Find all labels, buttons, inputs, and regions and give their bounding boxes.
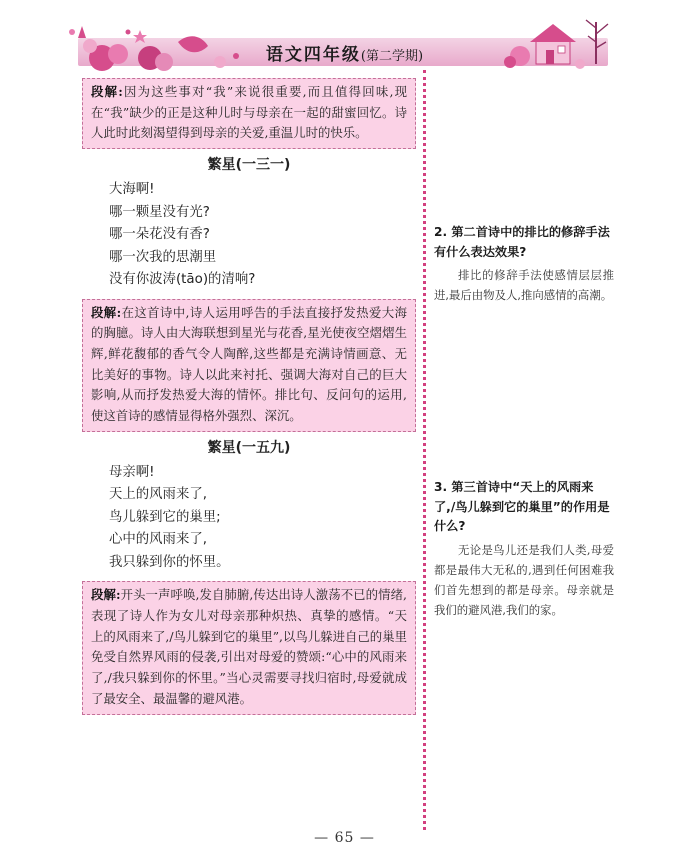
question-3	[434, 478, 614, 620]
analysis-box-3	[82, 581, 416, 714]
poem-line: 哪一次我的思潮里	[109, 249, 217, 265]
poem-159	[82, 462, 416, 582]
poem-line: 哪一颗星没有光?	[109, 204, 210, 220]
question-text: 2. 第二首诗中的排比的修辞手法有什么表达效果?	[434, 225, 610, 259]
poem-line: 没有你波涛(tāo)的清响?	[109, 272, 256, 288]
column-divider	[423, 70, 426, 830]
analysis-label: 段解:	[91, 84, 123, 99]
poem-line: 哪一朵花没有香?	[109, 227, 210, 243]
answer-text: 无论是鸟儿还是我们人类,母爱都是最伟大无私的,遇到任何困难我们首先想到的都是母亲。母亲就是我们的避风港,我们的家。	[434, 542, 614, 617]
analysis-text: 在这首诗中,诗人运用呼告的手法直接抒发热爱大海的胸臆。诗人由大海联想到星光与花香,星光使夜空熠熠生辉,鲜花馥郁的香气令人陶醉,这些都是充满诗情画意、无比美好的事物。诗人以此来衬托、强调大海对自己的巨大影响,从而抒发热爱大海的情怀。排比句、反问句的运用,使这首诗的感情显得格外强烈、深沉。	[91, 304, 407, 424]
analysis-text: 开头一声呼唤,发自肺腑,传达出诗人激荡不已的情绪,表现了诗人作为女儿对母亲那种炽热、真挚的感情。“天上的风雨来了,/鸟儿躲到它的巢里”,以鸟儿躲进自己的巢里免受自然界风雨的侵袭,引出对母爱的赞颂:“心中的风雨来了,/我只躲到你的怀里。”当心灵需要寻找归宿时,母爱就成了最安全、最温馨的避风港。	[91, 587, 407, 706]
question-text: 3. 第三首诗中“天上的风雨来了,/鸟儿躲到它的巢里”的作用是什么?	[434, 480, 610, 533]
poem-line: 鸟儿躲到它的巢里;	[109, 509, 221, 525]
poem-title-131: 繁星(一三一)	[207, 157, 291, 174]
poem-line: 天上的风雨来了,	[109, 487, 207, 503]
analysis-box-2	[82, 299, 416, 432]
question-2	[434, 223, 614, 305]
analysis-label: 段解:	[91, 304, 122, 320]
poem-title-159: 繁星(一五九)	[207, 439, 291, 456]
main-column	[82, 78, 416, 715]
poem-line: 母亲啊!	[109, 464, 155, 480]
answer-text: 排比的修辞手法使感情层层推进,最后由物及人,推向感情的高潮。	[434, 268, 614, 302]
book-subtitle: (第二学期)	[360, 49, 424, 64]
page-header	[0, 0, 689, 78]
poem-line: 我只躲到你的怀里。	[109, 554, 230, 570]
poem-131	[82, 179, 416, 299]
header-title	[0, 40, 689, 65]
poem-line: 心中的风雨来了,	[109, 532, 207, 548]
analysis-text: 因为这些事对“我”来说很重要,而且值得回味,现在“我”缺少的正是这种儿时与母亲在一起的甜蜜回忆。诗人此时此刻渴望得到母亲的关爱,重温儿时的快乐。	[91, 84, 407, 141]
book-title: 语文四年级	[265, 45, 361, 65]
poem-line: 大海啊!	[109, 182, 155, 198]
analysis-box-1	[82, 78, 416, 149]
analysis-label: 段解:	[91, 587, 121, 603]
page-number: — 65 —	[314, 830, 375, 846]
